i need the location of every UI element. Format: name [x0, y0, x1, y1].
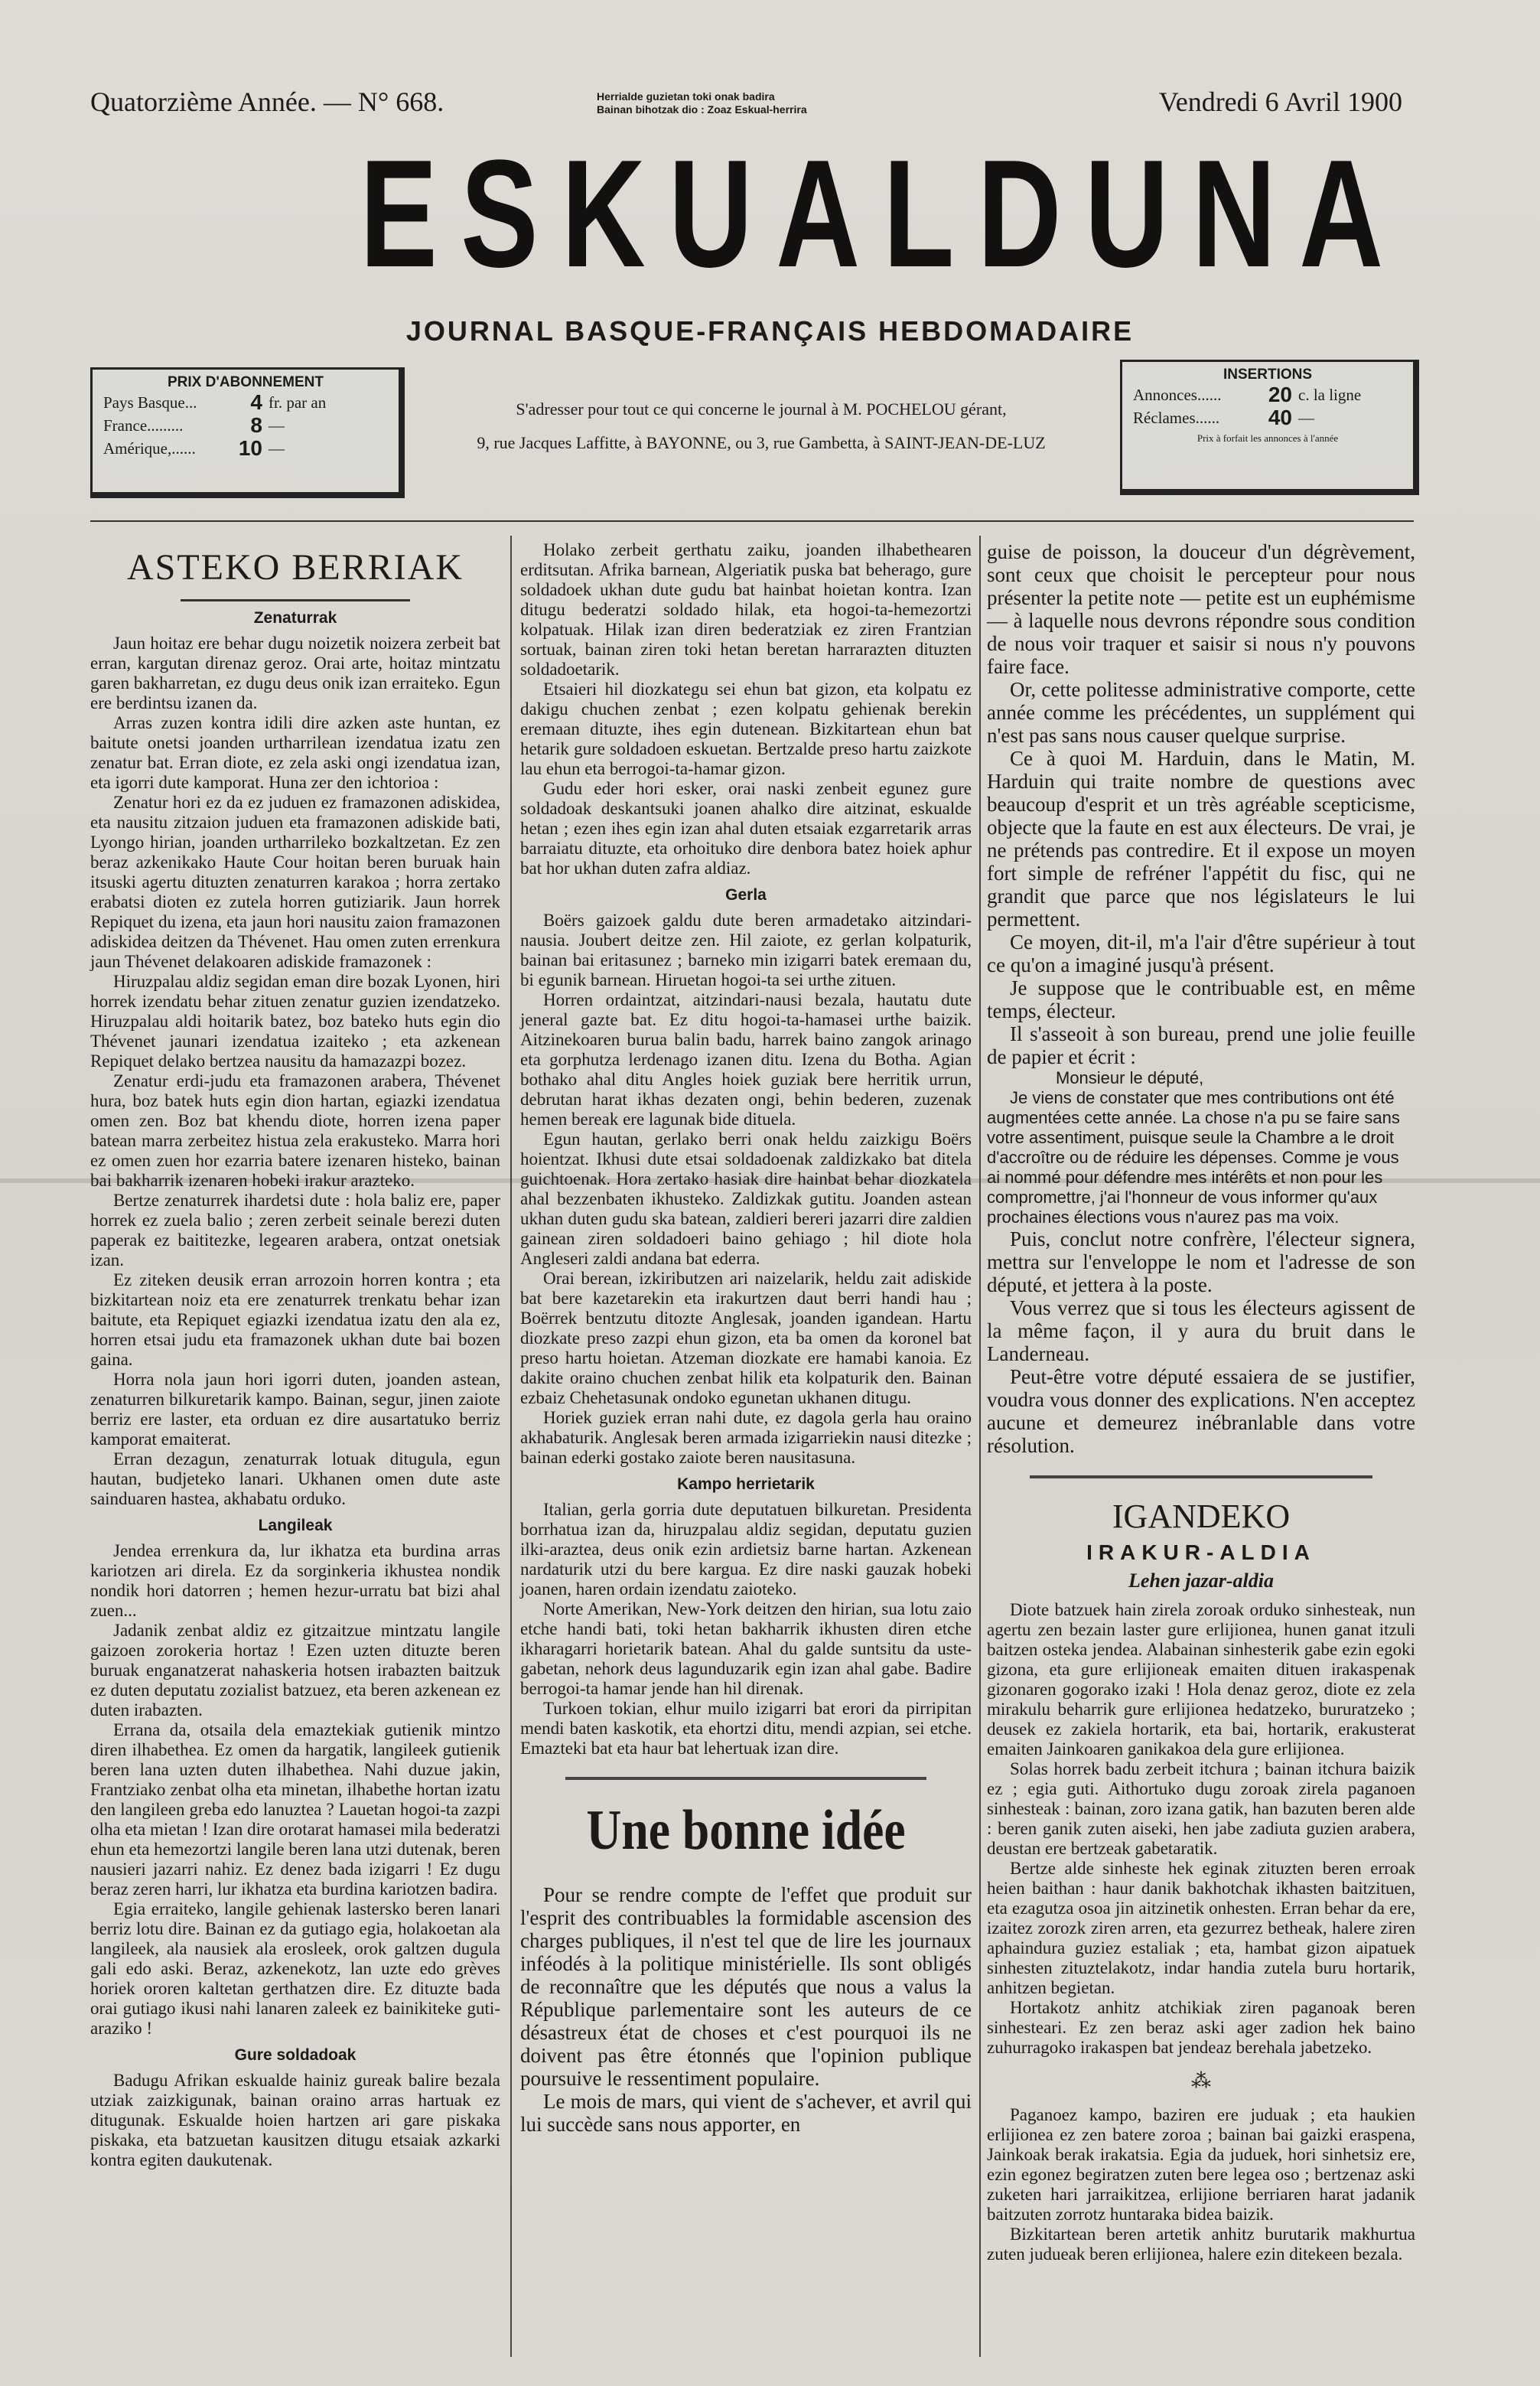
row-label: Réclames......	[1133, 409, 1220, 427]
column-1	[90, 540, 500, 2170]
subscription-row	[103, 391, 399, 414]
row-value: 10	[238, 436, 262, 460]
row-unit: fr. par an	[269, 393, 327, 412]
paragraph: Egia erraiteko, langile gehienak lastersko beren lanari berriz lotu dire. Bainan ez da gutiago egia, holakoetan ala langileek, ala nausiek ala erosleek, orok galtzen dugula gali edo aski. Beraz, azkenekotz, lan uzte edo grèves horiek ororen kaltetan gerthatzen dire. Ez dituzte bada orai gutiago ikusi nahi lanaren zaleek ez bainikiteke guti-araziko !	[90, 1899, 500, 2038]
section-heading: ASTEKO BERRIAK	[126, 547, 464, 588]
paragraph: Il s'asseoit à son bureau, prend une jolie feuille de papier et écrit :	[987, 1022, 1415, 1068]
subscription-box	[90, 367, 405, 498]
paragraph: Bizkitartean beren artetik anhitz burutarik makhurtua zuten judueak beren erlijionea, halere ezin ditekeen bezala.	[987, 2225, 1415, 2264]
row-unit: —	[1298, 409, 1314, 427]
article-subheading: Zenaturrak	[253, 609, 337, 627]
paragraph: Or, cette politesse administrative comporte, cette année comme les précédentes, un supplément qui n'est pas sans nous causer quelque surprise.	[987, 678, 1415, 747]
paragraph: Peut-être votre député essaiera de se justifier, voudra vous donner des explications. N'en acceptez aucune et demeurez inébranlable dans votre résolution.	[987, 1365, 1415, 1457]
header-rule	[90, 520, 1414, 522]
motto-line-1: Herrialde guzietan toki onak badira	[597, 90, 775, 103]
paragraph: Boërs gaizoek galdu dute beren armadetako aitzindari-nausia. Joubert deitze zen. Hil zaiote, ez gerlan kolpaturik, bainan bai eritasunez ; barneko min izigarri batek eremaan du, bi egunik barnean. Hiruetan hogoi-ta sei urthe zituen.	[520, 911, 972, 989]
letter-salutation: Monsieur le député,	[1056, 1068, 1204, 1087]
paragraph: Bertze alde sinheste hek eginak zituzten beren erroak heien baithan : haur danik bakhotchak ikhasten baitzituen, eta ezagutza osoa jin aitzinetik onhesten. Erran behar da ere, izaitez zorozk ziren arren, eta gezurrez betheak, halere ziren aphaindura guziez estaliak ; eta, hambat gizon aipatuek sinhesten zituztelakotz, indar handia zutela buru hortarik, anhitzen begietan.	[987, 1859, 1415, 1997]
article-subheading: Lehen jazar-aldia	[1128, 1569, 1274, 1592]
paragraph: Arras zuzen kontra idili dire azken aste huntan, ez baitute onetsi joanden urtharrilean izendatua izatu zen zenatur bat. Erran diote, ez zela aski ongi izendatua izan, eta igorri dute kamporat. Huna zer den ichtorioa :	[90, 713, 500, 792]
paragraph: Etsaieri hil diozkategu sei ehun bat gizon, eta kolpatu ez dakigu chuchen zenbat ; ezen kolpatu gehienak berekin eremaan dituzte, ihes egin dutenean. Bizkitartean ehun bat hetarik gure soldadoen eskuetan. Bertzalde preso hartu zaizkote lau ehun eta berrogoi-ta-hamar gizon.	[520, 680, 972, 778]
paragraph: Ce à quoi M. Harduin, dans le Matin, M. Harduin qui traite nombre de questions avec beaucoup d'esprit et un très agréable scepticisme, objecte que la faute en est aux électeurs. De vrai, je ne prétends pas contredire. Et il expose un moyen fort simple de refréner l'appétit du fisc, qui ne grandit que parce que nos législateurs le lui permettent.	[987, 747, 1415, 931]
insertions-heading: INSERTIONS	[1223, 367, 1313, 383]
row-unit: c. la ligne	[1298, 386, 1362, 404]
paragraph: Horiek guziek erran nahi dute, ez dagola gerla hau oraino akhabaturik. Anglesak beren armada izigarriekin nausi ditezke ; bainan ederki gostako zaiote beren nausitasuna.	[520, 1408, 972, 1467]
insertions-row	[1133, 383, 1413, 406]
row-label: Amérique,......	[103, 439, 196, 458]
row-value: 4	[250, 390, 262, 414]
address-line-1: S'adresser pour tout ce qui concerne le journal à M. POCHELOU gérant,	[516, 399, 1007, 419]
paragraph: Holako zerbeit gerthatu zaiku, joanden ilhabethearen erditsutan. Afrika barnean, Algeriatik puska bat beherago, gure soldadoek ukhan dute gudu bat hainbat hoietan kontra. Izan ditugu bederatzi soldado hilak, eta hogoi-ta-hemezortzi kolpatuak. Hilak izan diren bederatziak ez ziren Frantzian sortuak, bainan ziren toki hetan beretan harrarazten dituzten soldadoetarik.	[520, 540, 972, 679]
row-unit: —	[269, 416, 285, 435]
row-value: 40	[1268, 406, 1292, 429]
row-label: Pays Basque...	[103, 393, 197, 412]
article-subheading: Langileak	[258, 1517, 333, 1534]
paragraph: Zenatur hori ez da ez juduen ez framazonen adiskidea, eta nausitu zitzaion juduen eta framazonen adiskide bati, Lyongo hirian, joanden urtharrileko bozkaltzetan. Ez zen beraz azkenikako Haute Cour hoitan beren buruak hain itsuski agertu dituzten zenaturren karakoa ; horra zertako erabatsi dioten ez zutela horren gutiziarik. Jaun horrek Repiquet du izena, eta jaun hori nausitu zaion framazonen adiskidea deitzen da Thévenet. Hau omen zuten errenkura jaun Thévenet delakoaren adiskide framazonek :	[90, 793, 500, 971]
letter-body: Je viens de constater que mes contributions ont été augmentées cette année. La chose n'a pu se faire sans votre assentiment, puisque seule la Chambre a le droit d'accroître ou de réduire les dépenses. Comme je vous ai nommé pour défendre mes intérêts et non pour les compromettre, j'ai l'honneur de vous informer qu'aux prochaines élections vous n'aurez pas ma voix.	[987, 1088, 1400, 1227]
paragraph: Hiruzpalau aldiz segidan eman dire bozak Lyonen, hiri horrek izendatu behar zituen zenatur guzien izendatzeko. Hiruzpalau aldi hoitarik batez, boz bateko huts egin dio Thévenet jaunari izendatua izaiteko ; eta azkenean Repiquet delako bertzea nausitu da hamazazpi bozez.	[90, 972, 500, 1071]
motto	[597, 90, 807, 116]
newspaper-subtitle: JOURNAL BASQUE-FRANÇAIS HEBDOMADAIRE	[405, 315, 1135, 347]
column-rule	[979, 536, 981, 2357]
insertions-box	[1120, 360, 1419, 495]
paragraph: Hortakotz anhitz atchikiak ziren paganoak beren sinhesteari. Ez zen beraz aski ager zadion hek baino zuhurragoko irakaspen bat jendeaz berehala jabetzeko.	[987, 1998, 1415, 2057]
paragraph: Pour se rendre compte de l'effet que produit sur l'esprit des contribuables la formidable ascension des charges publiques, il n'est tel que de lire les journaux inféodés à la politique ministérielle. Ils sont obligés de reconnaître que les députés que nous a valus la République parlementaire sont les auteurs de ce désastreux état de choses et c'est pourquoi ils ne doivent pas être étonnés que l'opinion publique poursuive le ressentiment populaire.	[520, 1883, 972, 2090]
paragraph: Je suppose que le contribuable est, en même temps, électeur.	[987, 976, 1415, 1022]
asterism-divider: ⁂	[1191, 2070, 1211, 2092]
paragraph: Paganoez kampo, baziren ere juduak ; eta haukien erlijionea ez zen batere zoroa ; bainan bai gaizki eraspena, Jainkoak berak irakatsia. Egia da juduek, hori sinhetsiz ere, ezin egonez begiratzen zuten bere legea oso ; bertzenaz aski zuketen hari jarraikitzea, erlijione berriaren harat jadanik baitzuten zorrotz huntaraka bidea baizik.	[987, 2105, 1415, 2224]
paragraph: Le mois de mars, qui vient de s'achever, et avril qui lui succède sans nous apporter, en	[520, 2090, 972, 2136]
subscription-heading: PRIX D'ABONNEMENT	[167, 374, 324, 390]
article-subheading: Gerla	[725, 886, 767, 904]
paragraph: Jadanik zenbat aldiz ez gitzaitzue mintzatu langile gaizoen zorokeria hortaz ! Ezen uzten dituzte beren buruak enganatzerat nahaskeria hotsen irabazten baitzuk ez duten deputatu zozialist batzuez, eta beren azkenean ez duten irabazten.	[90, 1621, 500, 1719]
row-label: France.........	[103, 416, 184, 435]
paragraph: Jaun hoitaz ere behar dugu noizetik noizera zerbeit bat erran, kargutan direnaz geroz. Orai arte, hoitaz mintzatu garen bakharretan, ez dugu deus onik izan erraiteko. Egun ere berdintsu izanen da.	[90, 634, 500, 712]
section-divider	[1030, 1475, 1372, 1478]
paragraph: Horra nola jaun hori igorri duten, joanden astean, zenaturren bilkuretarik kampo. Bainan, segur, jinen zaiote berriz ere laster, eta orduan ez dire ausartatuko berriz kamporat emaiterat.	[90, 1370, 500, 1449]
paragraph: Ez ziteken deusik erran arrozoin horren kontra ; eta bizkitartean noiz eta ere zenaturrek trenkatu behar izan baitute, eta Repiquet egiazki izendatua izatu den ala ez, horren etsai judu eta framazonek ukhan dute bai bozen gaina.	[90, 1270, 500, 1369]
paragraph: Vous verrez que si tous les électeurs agissent de la même façon, il y aura du bruit dans le Landerneau.	[987, 1296, 1415, 1365]
paragraph: Erran dezagun, zenaturrak lotuak ditugula, egun hautan, budjeteko lanari. Ukhanen omen dute aste sainduaren hastea, akhabatu orduko.	[90, 1449, 500, 1508]
article-subheading: Gure soldadoak	[234, 2046, 357, 2064]
paragraph: Ce moyen, dit-il, m'a l'air d'être supérieur à tout ce qu'on a imaginé jusqu'à présent.	[987, 931, 1415, 976]
section-subheading: IRAKUR-ALDIA	[1086, 1540, 1316, 1564]
paragraph: Errana da, otsaila dela emaztekiak gutienik mintzo diren ilhabethea. Ez omen da hargatik, langileek gutienik beren lana uzten duten ilhabethea. Nahi duzue jakin, Frantziako zenbat olha eta minetan, ilhabethe hortan izatu den langileen greba edo lanuztea ? Lauetan hogoi-ta zazpi olha eta mietan ! Izan dire orotarat hamasei mila bederatzi ehun eta hemezortzi langile beren lana utzi dutenak, beren nausieri jazarri nahiz. Ez denez bada izigarri ! Ez dugu beraz zeren harri, lur ikhatza eta burdina kariotzen badira.	[90, 1720, 500, 1899]
article-subheading: Kampo herrietarik	[677, 1475, 815, 1493]
article-title: Une bonne idée	[586, 1799, 906, 1862]
paragraph: Gudu eder hori esker, orai naski zenbeit egunez gure soldadoak deskantsuki joanen ahalko dire aitzinat, eskualde hetan ; ezen ihes egin izan ahal duten etsaiak ezgarretarik arras barraiatu dituzte, eta orhoituko dire denbora batez hoiek aphur bat hor ukhan duten zafra aldiaz.	[520, 779, 972, 878]
paragraph: Norte Amerikan, New-York deitzen den hirian, sua lotu zaio etche handi bati, toki hetan bakharrik ikhusten diren etche ikharagarri horietarik batean. Ahal du galde suntsitu da uste-gabetan, nehork deus lagunduzarik egin izan ahal gabe. Badire berrogoi-ta hamar jende han hil direnak.	[520, 1599, 972, 1698]
insertions-row	[1133, 406, 1413, 429]
issue-date: Vendredi 6 Avril 1900	[1158, 86, 1402, 117]
paragraph: Solas horrek badu zerbeit itchura ; bainan itchura baizik ez ; egia guti. Aithortuko dugu zoroak zirela paganoen sinhesteak : bainan, zoro izana gatik, han bazuten beren alde : beren ganik zuten aiseki, hen jabe zadiuta guzien arabera, deustan ere bertzeak gabetaratik.	[987, 1759, 1415, 1858]
address-line-2: 9, rue Jacques Laffitte, à BAYONNE, ou 3, rue Gambetta, à SAINT-JEAN-DE-LUZ	[477, 433, 1046, 452]
insertions-note: Prix à forfait les annonces à l'année	[1197, 432, 1339, 444]
section-divider	[565, 1777, 926, 1780]
paragraph: Italian, gerla gorria dute deputatuen bilkuretan. Presidenta borrhatua izan da, hiruzpalau aldiz segidan, deputatu guzien ilki-araztea, deus onik ezin ardietsiz barne hartan. Azkenean nardaturik utzi du bere kargua. Ez dire naski gauzak hobeki joanen, haren ordain izendatu zaioteko.	[520, 1500, 972, 1599]
column-rule	[510, 536, 512, 2357]
paragraph: Diote batzuek hain zirela zoroak orduko sinhesteak, nun agertu zen bezain laster gure erlijionea, hunen ganat itzuli baitzen osteka jendea. Alabainan sinhesterik gabe ezin egoki gizona, eta gure erlijioneak emaiten dituen irakaspenak gizonaren gogorako izaki ! Hola denaz geroz, diote ez zela mirakulu beharrik gure erlijionea hedatzeko, bururatzeko ; deusek ez zakiela hortarik, eta bai, hortarik, erakusterat emaiten Jainkoaren ganikakoa dela gure erlijionea.	[987, 1600, 1415, 1759]
paragraph: Turkoen tokian, elhur muilo izigarri bat erori da pirripitan mendi baten kaskotik, eta ehortzi ditu, mendi azpian, sei etche. Emazteki bat eta haur bat lehertuak izan dire.	[520, 1699, 972, 1758]
column-3	[987, 540, 1415, 2264]
subscription-row	[103, 437, 399, 460]
paragraph: guise de poisson, la douceur d'un dégrèvement, sont ceux que choisit le percepteur pour nous présenter la petite note — petite est un euphémisme — à laquelle nous devrons répondre sous condition de nous voir traquer et saisir si nous n'y pouvons faire face.	[987, 540, 1415, 678]
section-heading: IGANDEKO	[1112, 1498, 1291, 1535]
paragraph: Zenatur erdi-judu eta framazonen arabera, Thévenet hura, boz batek huts egin dion hartan, egiazki izendatua omen zen. Boz bat khendu diote, horren izena paper batean marra zerbeitez histua zela erakusteko. Marra hori ez omen zuen hor ezarria batere izenaren histeko, bainan bai bakharrik izenaren hobeki irakur arazteko.	[90, 1071, 500, 1190]
paragraph: Bertze zenaturrek ihardetsi dute : hola baliz ere, paper horrek ez zuela balio ; zeren zerbeit seinale berezi duten paperak ez baititezke, legearen arabera, ontzat onetsiak izan.	[90, 1191, 500, 1270]
subscription-row	[103, 414, 399, 437]
paragraph: Jendea errenkura da, lur ikhatza eta burdina arras kariotzen ari direla. Ez da sorginkeria ikhustea nondik nondik hori datorren ; hemen hezur-urratu bat bizi ahal zuen...	[90, 1541, 500, 1620]
row-value: 8	[250, 413, 262, 437]
row-label: Annonces......	[1133, 386, 1222, 404]
paragraph: Badugu Afrikan eskualde hainiz gureak balire bezala utziak zaizkigunak, bainan oraino arras hartuak ez ditugunak. Eskualde hoien hartzen ari gare piskaka piskaka, eta batzuetan kausitzen ditugu etsaiak azkarki kontra egiten daukutenak.	[90, 2071, 500, 2169]
paragraph: Puis, conclut notre confrère, l'électeur signera, mettra sur l'enveloppe le nom et l'adresse de son député, et jettera à la poste.	[987, 1227, 1415, 1296]
newspaper-title: ESKUALDUNA	[360, 129, 1407, 299]
row-unit: —	[269, 439, 285, 458]
column-2	[520, 540, 972, 2136]
heading-rule	[181, 599, 410, 601]
paragraph: Orai berean, izkiributzen ari naizelarik, heldu zait adiskide bat bere kazetarekin eta irakurtzen daut berri handi hau ; Boërrek bentzutu ditozte Anglesak, joanden igandean. Hartu diozkate preso zazpi ehun gizon, eta ba omen da koronel bat preso hartu hoietan. Atzeman diozkate ere hamabi kanoia. Ez dakite oraino chuchen zenbat hilik eta kolpaturik den. Bainan ezbaiz Chehetasunak ondoko egunetan ukhanen ditugu.	[520, 1269, 972, 1407]
paragraph: Egun hautan, gerlako berri onak heldu zaizkigu Boërs hoientzat. Ikhusi dute etsai soldadoenak zaldizkako bat ditela guichtoenak. Hora zertako hasiak dire hainbat behar diozkatela ahal bezzenbaten ikhusteko. Zaldizkak gutitu. Joanden astean ukhan duten gudu ska batean, zaldieri bereri jazarri dire zaldien gainean ziren soldadoeri baino gehiago ; hil diote hola Angleseri zaldi andana bat ederra.	[520, 1129, 972, 1268]
paragraph: Horren ordaintzat, aitzindari-nausi bezala, hautatu dute jeneral gazte bat. Ez ditu hogoi-ta-hamasei urthe baizik. Aitzinekoaren burua balin badu, harrek baino zangok arinago eta gorphutza lerdenago izanen ditu. Izena du Botha. Agian bothako ahal ditu Angles hoiek guziak bere herritik urrun, debrutan harat ikhas dezaten ongi, behin bederen, zuzenak hemen bereak ere lagunak bide dituela.	[520, 990, 972, 1129]
issue-number: Quatorzième Année. — N° 668.	[90, 86, 444, 117]
row-value: 20	[1268, 383, 1292, 406]
motto-line-2: Bainan bihotzak dio : Zoaz Eskual-herrira	[597, 103, 807, 116]
